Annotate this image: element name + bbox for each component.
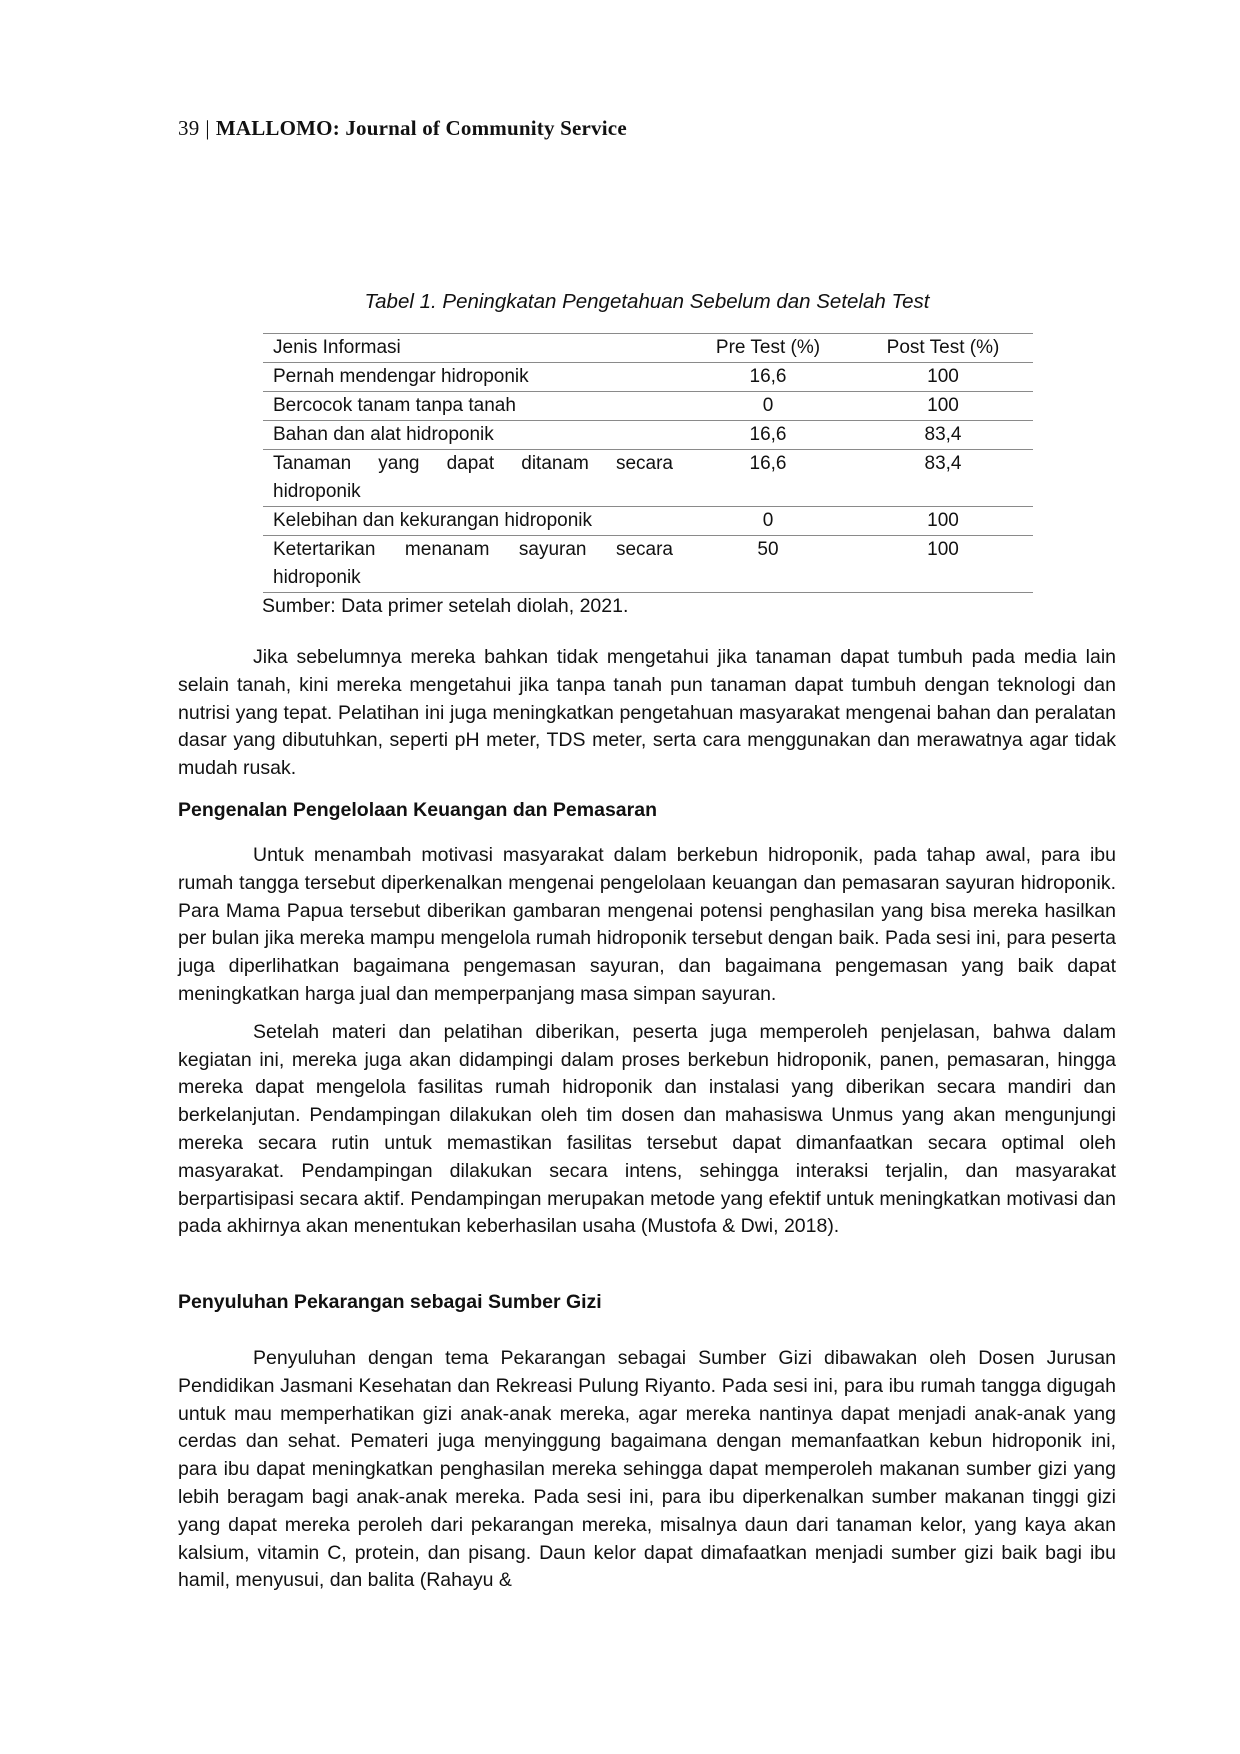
table-cell: 16,6 <box>683 421 853 450</box>
section-heading: Penyuluhan Pekarangan sebagai Sumber Gizi <box>178 1291 602 1313</box>
table-cell: 16,6 <box>683 450 853 507</box>
table-cell: 100 <box>853 392 1033 421</box>
table-cell: Pernah mendengar hidroponik <box>263 363 683 392</box>
table-cell: Kelebihan dan kekurangan hidroponik <box>263 507 683 536</box>
table-row <box>263 536 1033 593</box>
page-number: 39 <box>178 116 200 140</box>
body-section-5 <box>178 1345 1116 1605</box>
column-header: Jenis Informasi <box>263 334 683 363</box>
table-caption: Tabel 1. Peningkatan Pengetahuan Sebelum dan Setelah Test <box>364 290 930 313</box>
body-section-1 <box>178 644 1116 793</box>
body-paragraph: Penyuluhan dengan tema Pekarangan sebagai Sumber Gizi dibawakan oleh Dosen Jurusan Pendidikan Jasmani Kesehatan dan Rekreasi Pulung Riyanto. Pada sesi ini, para ibu rumah tangga digugah untuk mau memperhatikan gizi anak-anak mereka, agar mereka nantinya dapat menjadi anak-anak yang cerdas dan sehat. Pemateri juga menyinggung bagaimana dengan memanfaatkan kebun hidroponik ini, para ibu dapat meningkatkan penghasilan mereka sehingga dapat memperoleh makanan sumber gizi yang lebih beragam bagi anak-anak mereka. Pada sesi ini, para ibu diperkenalkan sumber makanan tinggi gizi yang dapat mereka peroleh dari pekarangan mereka, misalnya daun dari tanaman kelor, yang kaya akan kalsium, vitamin C, protein, dan pisang. Daun kelor dapat dimafaatkan menjadi sumber gizi baik bagi ibu hamil, menyusui, dan balita (Rahayu & <box>178 1347 1116 1592</box>
body-section-2 <box>178 797 1116 825</box>
table-cell: 100 <box>853 507 1033 536</box>
table-cell: Tanaman yang dapat ditanam secara hidroponik <box>263 450 683 507</box>
table-cell: Ketertarikan menanam sayuran secara hidroponik <box>263 536 683 593</box>
table-row <box>263 507 1033 536</box>
table-row <box>263 363 1033 392</box>
body-section-3 <box>178 842 1116 1251</box>
table-cell: 0 <box>683 507 853 536</box>
data-table <box>263 333 1033 593</box>
body-paragraph: Jika sebelumnya mereka bahkan tidak mengetahui jika tanaman dapat tumbuh pada media lain selain tanah, kini mereka mengetahui jika tanpa tanah pun tanaman dapat tumbuh dengan teknologi dan nutrisi yang tepat. Pelatihan ini juga meningkatkan pengetahuan masyarakat mengenai bahan dan peralatan dasar yang dibutuhkan, seperti pH meter, TDS meter, serta cara menggunakan dan merawatnya agar tidak mudah rusak. <box>178 646 1116 780</box>
running-header <box>178 116 627 141</box>
table-cell: 83,4 <box>853 421 1033 450</box>
journal-name: MALLOMO: Journal of Community Service <box>215 116 627 140</box>
table-cell: Bahan dan alat hidroponik <box>263 421 683 450</box>
table-cell: 83,4 <box>853 450 1033 507</box>
column-header: Pre Test (%) <box>683 334 853 363</box>
table-row <box>263 421 1033 450</box>
table-cell: 0 <box>683 392 853 421</box>
table-row <box>263 392 1033 421</box>
table-row <box>263 450 1033 507</box>
body-section-4 <box>178 1289 1116 1317</box>
body-paragraph: Untuk menambah motivasi masyarakat dalam berkebun hidroponik, pada tahap awal, para ibu rumah tangga tersebut diperkenalkan mengenai pengelolaan keuangan dan pemasaran sayuran hidroponik. Para Mama Papua tersebut diberikan gambaran mengenai potensi penghasilan yang bisa mereka hasilkan per bulan jika mereka mampu mengelola rumah hidroponik tersebut dengan baik. Pada sesi ini, para peserta juga diperlihatkan bagaimana pengemasan sayuran, dan bagaimana pengemasan yang baik dapat meningkatkan harga jual dan memperpanjang masa simpan sayuran. <box>178 844 1116 1005</box>
table-cell: 16,6 <box>683 363 853 392</box>
table-cell: 50 <box>683 536 853 593</box>
table-cell: 100 <box>853 363 1033 392</box>
column-header: Post Test (%) <box>853 334 1033 363</box>
table-cell: Bercocok tanam tanpa tanah <box>263 392 683 421</box>
table-source-note: Sumber: Data primer setelah diolah, 2021. <box>262 595 629 617</box>
section-heading: Pengenalan Pengelolaan Keuangan dan Pemasaran <box>178 799 657 821</box>
header-separator: | <box>205 116 210 140</box>
table-header-row <box>263 334 1033 363</box>
table-cell: 100 <box>853 536 1033 593</box>
body-paragraph: Setelah materi dan pelatihan diberikan, peserta juga memperoleh penjelasan, bahwa dalam kegiatan ini, mereka juga akan didampingi dalam proses berkebun hidroponik, panen, pemasaran, hingga mereka dapat mengelola fasilitas rumah hidroponik dan instalasi yang diberikan secara mandiri dan berkelanjutan. Pendampingan dilakukan oleh tim dosen dan mahasiswa Unmus yang akan mengunjungi mereka secara rutin untuk memastikan fasilitas tersebut dapat dimanfaatkan secara optimal oleh masyarakat. Pendampingan dilakukan secara intens, sehingga interaksi terjalin, dan masyarakat berpartisipasi secara aktif. Pendampingan merupakan metode yang efektif untuk meningkatkan motivasi dan pada akhirnya akan menentukan keberhasilan usaha (Mustofa & Dwi, 2018). <box>178 1020 1116 1238</box>
